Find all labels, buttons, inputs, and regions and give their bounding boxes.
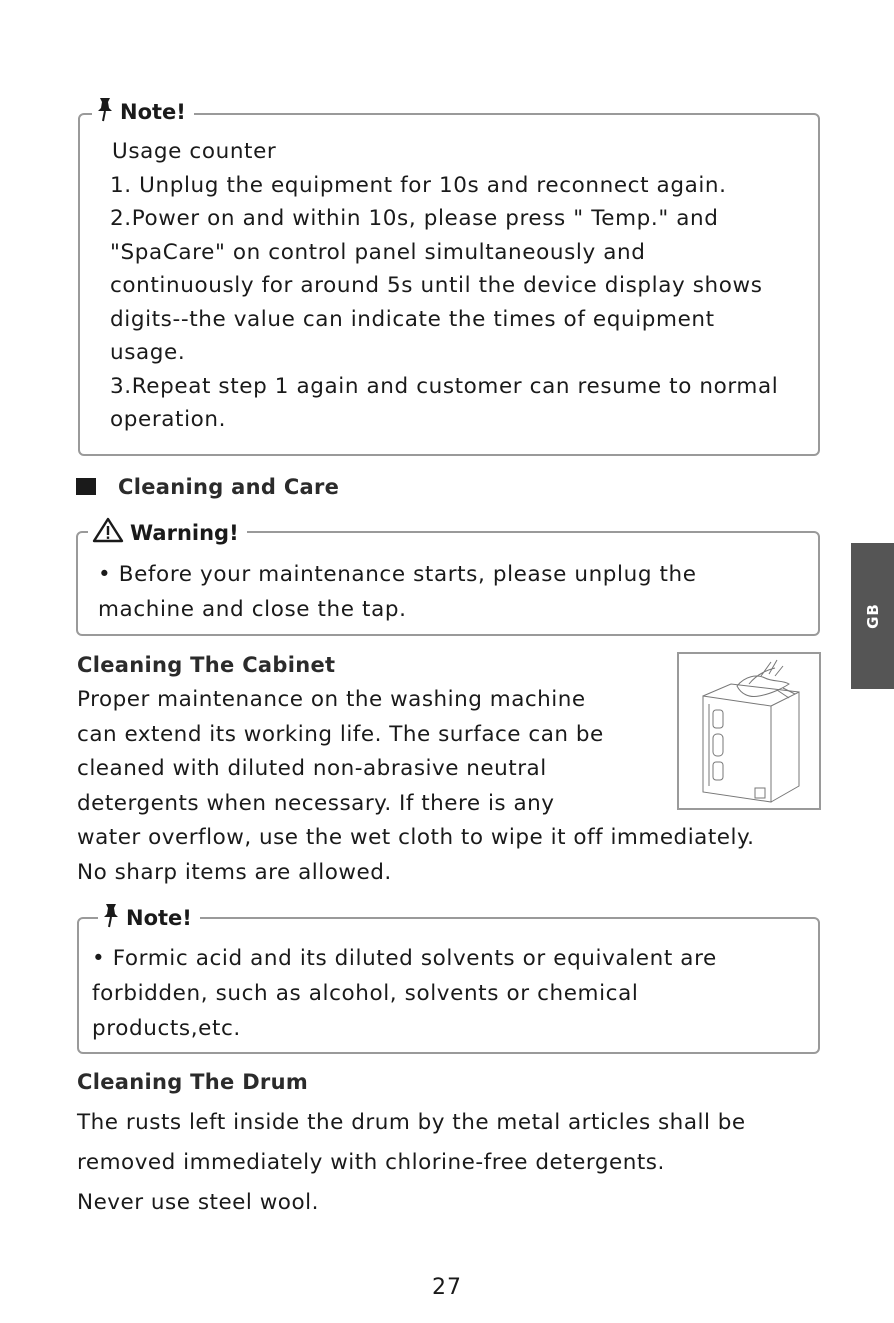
washing-machine-wipe-illustration [677, 652, 821, 810]
text-line: 2.Power on and within 10s, please press " Temp." and [110, 206, 719, 231]
note-formic-text [92, 941, 717, 1046]
cabinet-heading: Cleaning The Cabinet [77, 653, 336, 677]
text-line: "SpaCare" on control panel simultaneously and [110, 239, 646, 265]
text-line: • Formic acid and its diluted solvents or equivalent are [92, 946, 717, 971]
warning-label: Warning! [130, 520, 239, 545]
text-line: water overflow, use the wet cloth to wipe it off immediately. [77, 825, 755, 850]
section-title: Cleaning and Care [118, 475, 340, 499]
note-label: Note! [120, 99, 186, 124]
text-line: usage. [110, 340, 186, 365]
cabinet-text [77, 683, 754, 890]
pushpin-icon [102, 902, 120, 933]
language-tab-label: GB [863, 603, 882, 629]
text-line: Usage counter [112, 139, 277, 164]
text-line: Proper maintenance on the washing machine [77, 687, 586, 712]
drum-text [77, 1103, 746, 1223]
page-number: 27 [432, 1275, 462, 1300]
text-line: digits--the value can indicate the times of equipment [110, 306, 715, 332]
pushpin-icon [96, 96, 114, 127]
note-label: Note! [126, 905, 192, 930]
language-tab [851, 543, 894, 689]
text-line: No sharp items are allowed. [77, 859, 392, 885]
text-line: continuously for around 5s until the device display shows [110, 273, 763, 298]
text-line: products,etc. [92, 1016, 241, 1041]
text-line: machine and close the tap. [98, 597, 407, 622]
text-line: forbidden, such as alcohol, solvents or chemical [92, 981, 639, 1006]
note-legend [98, 902, 200, 933]
text-line: can extend its working life. The surface can be [77, 721, 604, 747]
text-line: 1. Unplug the equipment for 10s and reconnect again. [110, 172, 727, 198]
text-line: cleaned with diluted non-abrasive neutral [77, 756, 547, 781]
text-line: detergents when necessary. If there is any [77, 790, 555, 816]
text-line: 3.Repeat step 1 again and customer can resume to normal [110, 373, 779, 399]
note-usage-text [110, 135, 778, 437]
warning-legend [88, 517, 247, 548]
warning-text [98, 557, 697, 627]
note-legend [92, 96, 194, 127]
text-line: removed immediately with chlorine-free detergents. [77, 1150, 665, 1175]
drum-heading: Cleaning The Drum [77, 1070, 309, 1094]
text-line: • Before your maintenance starts, please unplug the [98, 562, 697, 587]
section-marker-square [76, 478, 96, 495]
text-line: The rusts left inside the drum by the metal articles shall be [77, 1110, 746, 1135]
warning-triangle-icon [92, 517, 124, 548]
text-line: Never use steel wool. [77, 1190, 319, 1215]
text-line: operation. [110, 407, 227, 432]
